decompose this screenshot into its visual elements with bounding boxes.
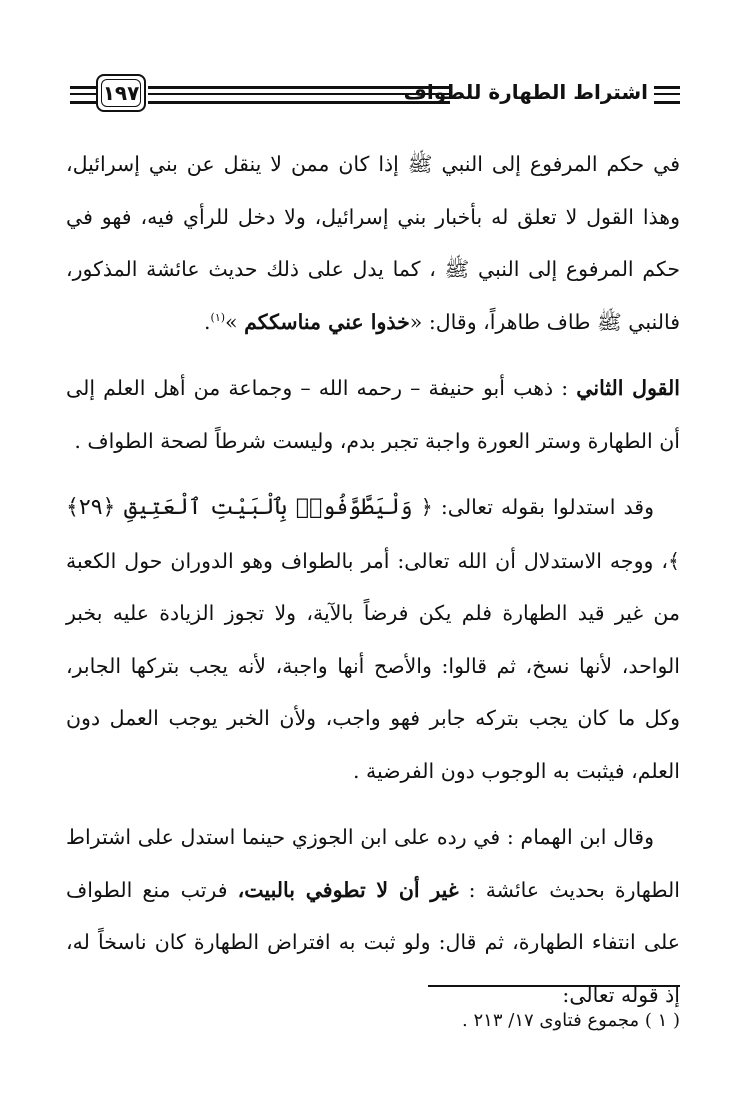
paragraph-4-text: فرتب منع الطواف على انتفاء الطهارة، ثم قال: ولو ثبت به افتراض الطهارة كان ناسخاً له، إذ قوله تعالى: — [66, 877, 680, 1007]
second-opinion-heading: القول الثاني — [576, 376, 680, 400]
body-text — [66, 138, 680, 1021]
paragraph-3-text: ﴾، ووجه الاستدلال أن الله تعالى: أمر بالطواف وهو الدوران حول الكعبة من غير قيد الطهارة فلم يكن فرضاً بالآية، ولا تجوز الزيادة عليه بخبر الواحد، لأنها نسخ، ثم قالوا: والأصح أنها واجبة، لأنه يجب بتركها الجابر، وكل ما كان يجب بتركه جابر فهو واجب، ولأن الخبر يوجب العمل دون العلم، فيثبت به الوجوب دون الفرضية . — [66, 548, 680, 783]
footnote: ( ١ ) مجموع فتاوى ١٧/ ٢١٣ . — [462, 1010, 680, 1031]
paragraph-2 — [66, 362, 680, 467]
paragraph-1-text: في حكم المرفوع إلى النبي ﷺ إذا كان ممن لا ينقل عن بني إسرائيل، وهذا القول لا تعلق له بأخبار بني إسرائيل، ولا دخل للرأي فيه، فهو في حكم المرفوع إلى النبي ﷺ ، كما يدل على ذلك حديث عائشة المذكور، فالنبي ﷺ طاف طاهراً، وقال: « — [66, 152, 680, 334]
paragraph-4 — [66, 811, 680, 1021]
page-header — [70, 72, 680, 118]
paragraph-1-end: . — [204, 309, 211, 334]
hadith-excerpt: غير أن لا تطوفي بالبيت، — [237, 877, 459, 902]
paragraph-2-text: : ذهب أبو حنيفة – رحمه الله – وجماعة من أهل العلم إلى أن الطهارة وستر العورة واجبة تجبر بدم، وليست شرطاً لصحة الطواف . — [66, 376, 680, 453]
footnote-divider — [428, 985, 680, 987]
page-number-box — [96, 74, 146, 112]
hadith-quote: خذوا عني مناسككم — [244, 309, 410, 334]
paragraph-3-lead: وقد استدلوا بقوله تعالى: ﴿ — [412, 495, 654, 519]
quran-verse: وَلْيَطَّوَّفُوا۟ بِٱلْبَيْتِ ٱلْعَتِيقِ ﴿٢٩﴾ — [66, 495, 413, 520]
paragraph-3 — [66, 481, 680, 797]
paragraph-4-lead: وقال ابن الهمام : في رده على ابن الجوزي حينما استدل على اشتراط الطهارة بحديث عائشة : — [66, 825, 680, 902]
header-rule-left — [70, 86, 96, 104]
header-rule-right — [654, 86, 680, 104]
paragraph-1 — [66, 138, 680, 348]
quote-close: » — [225, 309, 245, 334]
running-title: اشتراط الطهارة للطواف — [403, 80, 648, 104]
footnote-reference[interactable]: (١) — [210, 310, 226, 324]
page-number: ١٩٧ — [102, 81, 140, 105]
